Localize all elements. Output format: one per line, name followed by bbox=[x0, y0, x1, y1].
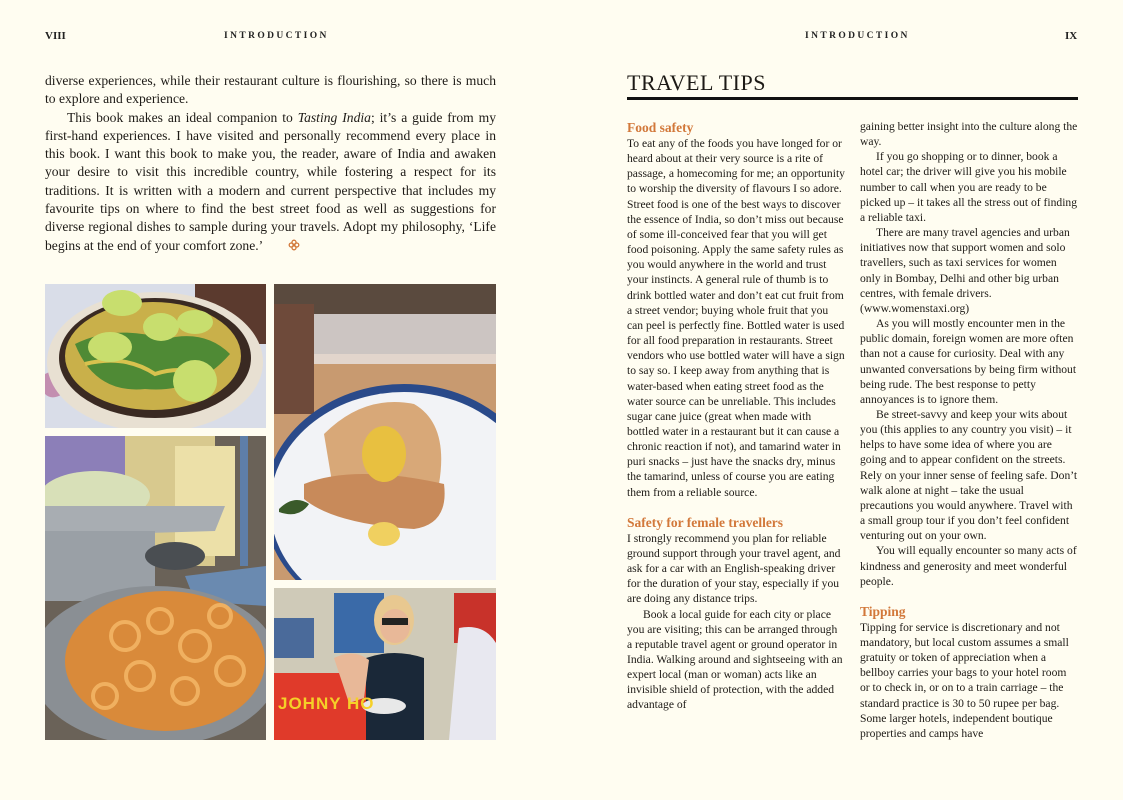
running-head-left: INTRODUCTION bbox=[224, 31, 329, 41]
photo-dosa bbox=[274, 284, 496, 580]
intro-text-run: This book makes an ideal companion to bbox=[67, 109, 298, 125]
paragraph: I strongly recommend you plan for reliable ground support through your travel agent, and ask for a car with an English-speaking driver for the duration of your stay, especially if you are doing any distance trips. bbox=[627, 531, 841, 606]
stall-sign: JOHNY HO bbox=[278, 694, 375, 713]
photo-poha-bowl bbox=[45, 284, 266, 428]
running-head-right: INTRODUCTION bbox=[805, 31, 910, 41]
paragraph: There are many travel agencies and urban initiatives now that support women and solo travellers, such as taxi services for women only in Bombay, Delhi and other big urban centres, with female drivers. (www.womenstaxi.org) bbox=[860, 226, 1070, 315]
heading-food-safety: Food safety bbox=[627, 120, 694, 135]
column-left bbox=[627, 119, 845, 713]
heading-tipping: Tipping bbox=[860, 603, 906, 619]
paragraph: As you will mostly encounter men in the public domain, foreign women are more often than not a cause for curiosity. Deal with any unwanted conversations by being firm without being rude. The best response to petty annoyances is to ignore them. bbox=[860, 317, 1077, 406]
paragraph: Book a local guide for each city or place you are visiting; this can be arranged through a reputable travel agent or ground operator in India. Walking around and sightseeing with an expert local (man or woman) acts like an invisible shield of protection, with the added advantage of bbox=[627, 607, 843, 712]
paragraph: To eat any of the foods you have longed for or heard about at their very source is a rite of passage, a homecoming for me; an opportunity to worship the diversity of flavours I so adore. Street food is one of the best ways to discover the essence of India, so don’t miss out because of some ill-conceived fear that you will get food poisoning. Apply the same safety rules as you would anywhere in the world and trust your instincts. A general rule of thumb is to drink bottled water and don’t eat cut fruit from a street vendor; buying whole fruit that you can peel is perfectly fine. Bottled water is used for all food preparation in restaurants. Street vendors who use bottled water will have a sign to say so. I keep away from anything that is water-based when eating street food as the water source can be unreliable. This includes sugar cane juice (great when made with bottled water in a restaurant but it can cause a chronic reaction if not), and tamarind water in puri snacks – just have the snacks dry, minus the tamarind, unless of course you are eating them from a reliable source. bbox=[627, 137, 845, 499]
paragraph: You will equally encounter so many acts of kindness and generosity and meet wonderful people. bbox=[860, 544, 1077, 588]
intro-paragraph-2 bbox=[45, 109, 496, 255]
page-number-right: IX bbox=[1065, 30, 1078, 42]
section-title: TRAVEL TIPS bbox=[627, 70, 766, 95]
intro-text-run: ; it’s a guide from my first-hand experiences. I have visited and personally recommend every place in this book. I want this book to make you, the reader, aware of India and awaken your desire to visit this incredible country, while fostering a respect for its traditions. It is written with a modern and current perspective that includes my favourite tips on where to find the best street food as well as suggestions for diverse regional dishes to sample during your travels. Adopt my philosophy, ‘Life begins at the end of your comfort zone.’ bbox=[45, 109, 496, 253]
heading-safety-female-travellers: Safety for female travellers bbox=[627, 514, 784, 530]
column-right bbox=[860, 119, 1078, 741]
book-title: Tasting India bbox=[297, 109, 371, 125]
flower-ornament-icon bbox=[266, 238, 278, 250]
paragraph: Tipping for service is discretionary and not mandatory, but local custom assumes a small gratuity or token of appreciation when a bellboy carries your bags to your hotel room or to check in, or on to a train carriage – the standard practice is 30 to 50 rupee per bag. Some larger hotels, independent boutique properties and camps have bbox=[860, 620, 1069, 740]
photo-woman-at-stall bbox=[274, 588, 496, 740]
paragraph: If you go shopping or to dinner, book a hotel car; the driver will give you his mobile number to call when you are ready to be picked up – it takes all the stress out of finding a reliable taxi. bbox=[860, 150, 1078, 224]
intro-text bbox=[45, 72, 496, 255]
paragraph: Be street-savvy and keep your wits about you (this applies to any country you visit) – it helps to have some idea of where you are going and to appear confident on the streets. Rely on your inner sense of feeling safe. Don’t walk alone at night – take the usual precautions you would anywhere. Travel with a small group tour if you don’t feel confident venturing out on your own. bbox=[860, 407, 1078, 543]
photo-jalebi-stall bbox=[45, 436, 266, 740]
title-rule bbox=[627, 97, 1078, 100]
paragraph: gaining better insight into the culture along the way. bbox=[860, 120, 1078, 149]
intro-paragraph-1: diverse experiences, while their restaurant culture is flourishing, so there is much to explore and experience. bbox=[45, 73, 496, 107]
page-number-left: VIII bbox=[45, 30, 66, 42]
